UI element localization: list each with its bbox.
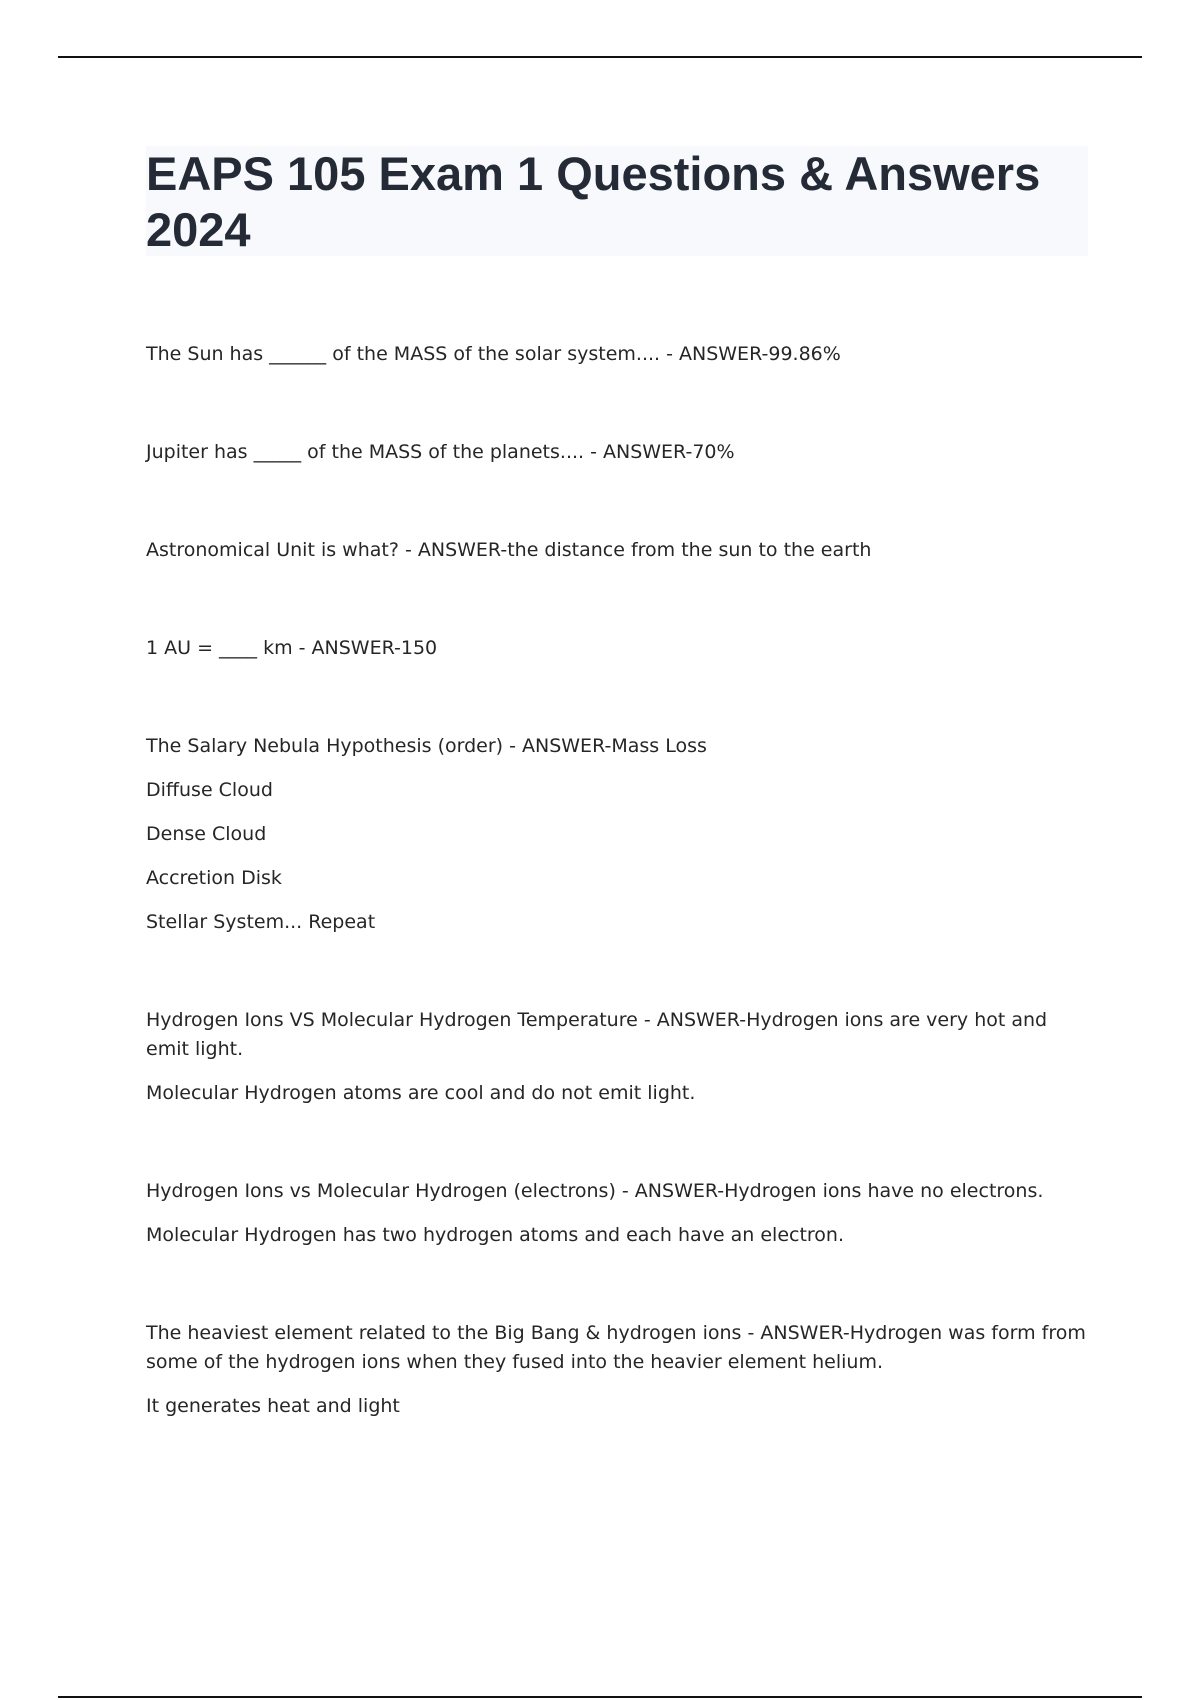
- qa-item: [146, 732, 1086, 937]
- qa-question: Hydrogen Ions VS Molecular Hydrogen Temperature - ANSWER-Hydrogen ions are very hot and emit light.: [146, 1009, 1048, 1060]
- qa-item: [146, 634, 1086, 663]
- bottom-divider: [58, 1696, 1142, 1698]
- qa-list: [146, 340, 1086, 1490]
- qa-answer-line: Stellar System... Repeat: [146, 911, 376, 933]
- qa-answer-line: It generates heat and light: [146, 1395, 400, 1417]
- qa-answer-line: Molecular Hydrogen has two hydrogen atoms and each have an electron.: [146, 1224, 845, 1246]
- qa-item: [146, 438, 1086, 467]
- qa-item: [146, 1177, 1086, 1250]
- qa-answer-line: Diffuse Cloud: [146, 779, 273, 801]
- qa-question: Astronomical Unit is what? - ANSWER-the distance from the sun to the earth: [146, 539, 872, 561]
- qa-question: The heaviest element related to the Big Bang & hydrogen ions - ANSWER-Hydrogen was form from some of the hydrogen ions when they fused into the heavier element helium.: [146, 1322, 1086, 1373]
- qa-answer-line: Accretion Disk: [146, 867, 282, 889]
- qa-question: The Salary Nebula Hypothesis (order) - ANSWER-Mass Loss: [146, 735, 707, 757]
- qa-answer-line: Dense Cloud: [146, 823, 267, 845]
- qa-item: [146, 1319, 1086, 1421]
- qa-question: Hydrogen Ions vs Molecular Hydrogen (electrons) - ANSWER-Hydrogen ions have no electrons.: [146, 1180, 1044, 1202]
- qa-item: [146, 536, 1086, 565]
- qa-question: 1 AU = ____ km - ANSWER-150: [146, 637, 438, 659]
- qa-question: Jupiter has _____ of the MASS of the planets.... - ANSWER-70%: [146, 441, 735, 463]
- qa-item: [146, 340, 1086, 369]
- qa-item: [146, 1006, 1086, 1108]
- document-title: EAPS 105 Exam 1 Questions & Answers 2024: [146, 147, 1041, 256]
- qa-question: The Sun has ______ of the MASS of the solar system.... - ANSWER-99.86%: [146, 343, 841, 365]
- title-block: [146, 146, 1088, 256]
- qa-answer-line: Molecular Hydrogen atoms are cool and do not emit light.: [146, 1082, 696, 1104]
- top-divider: [58, 56, 1142, 58]
